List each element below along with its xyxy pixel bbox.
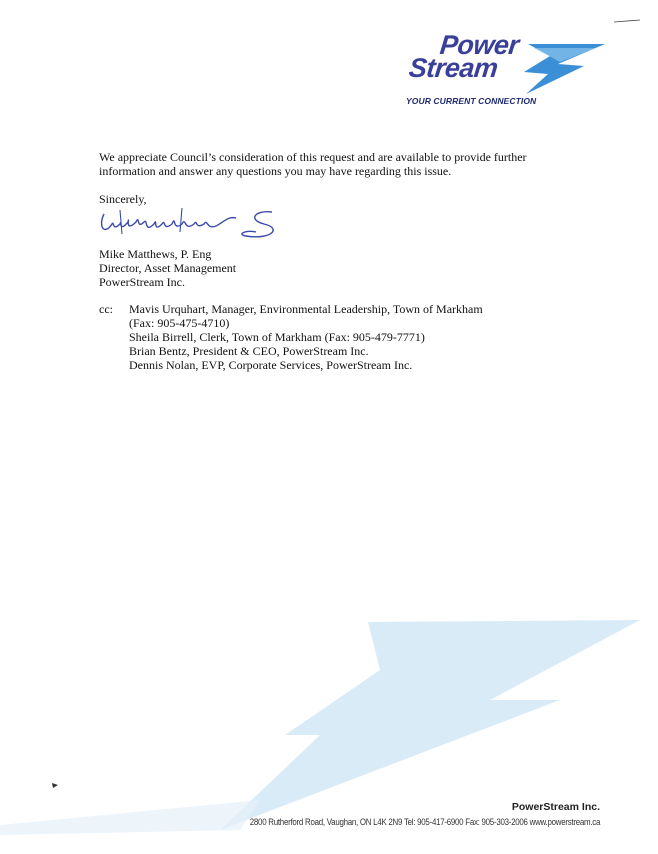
cc-line: Sheila Birrell, Clerk, Town of Markham (Fax: 905-479-7771) (129, 330, 425, 344)
signatory-company: PowerStream Inc. (99, 275, 185, 289)
logo-word-stream: Stream (407, 53, 500, 83)
footer-company: PowerStream Inc. (511, 801, 600, 813)
handwritten-signature (96, 200, 286, 242)
scan-mark-left-icon (50, 780, 60, 790)
scan-mark-top-right-icon (612, 16, 642, 26)
footer-address: 2800 Rutherford Road, Vaughan, ON L4K 2N9 Tel: 905-417-6900 Fax: 905-303-2006 www.powerstream.ca (249, 817, 600, 827)
signature-block (99, 247, 236, 289)
signatory-title: Director, Asset Management (99, 261, 237, 275)
closing-paragraph: We appreciate Council’s consideration of this request and are available to provide further information and answer any questions you may have regarding this issue. (99, 150, 527, 178)
logo-word-power: Power (438, 30, 521, 60)
cc-label: cc: (99, 302, 113, 316)
signatory-name: Mike Matthews, P. Eng (99, 247, 212, 261)
cc-list (129, 302, 549, 372)
cc-line: (Fax: 905-475-4710) (129, 316, 230, 330)
cc-line: Mavis Urquhart, Manager, Environmental Leadership, Town of Markham (129, 302, 483, 316)
powerstream-logo (400, 30, 605, 110)
logo-tagline: YOUR CURRENT CONNECTION (406, 96, 537, 106)
closing-salutation: Sincerely, (99, 192, 147, 206)
cc-line: Dennis Nolan, EVP, Corporate Services, PowerStream Inc. (129, 358, 413, 372)
cc-line: Brian Bentz, President & CEO, PowerStream Inc. (129, 344, 369, 358)
